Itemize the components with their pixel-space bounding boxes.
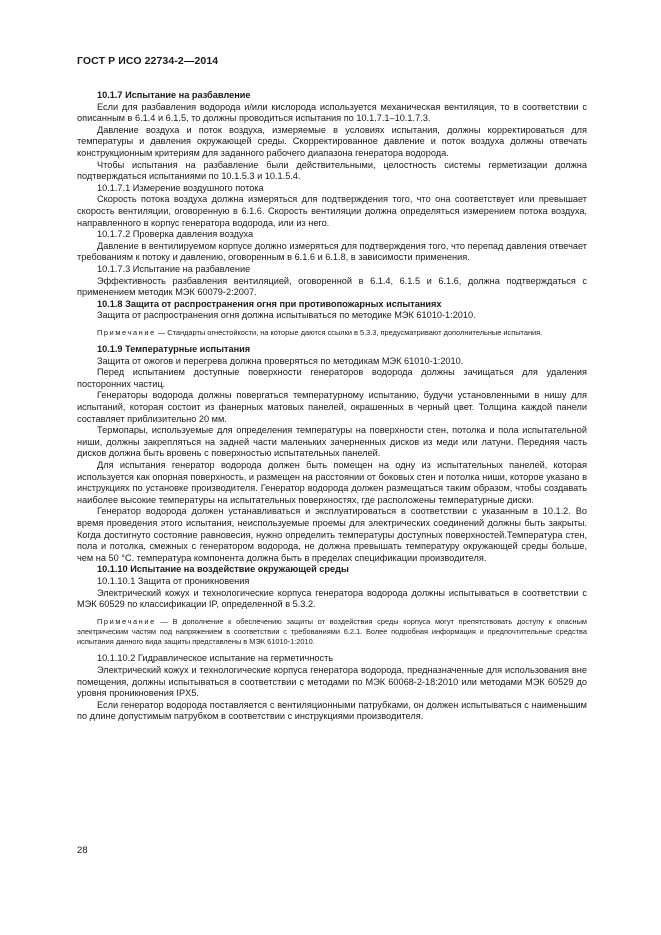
paragraph: Перед испытанием доступные поверхности генераторов водорода должны зачищаться для удаления посторонних частиц. [77, 367, 587, 389]
note-paragraph [77, 328, 587, 338]
paragraph: Для испытания генератор водорода должен быть помещен на одну из испытательных панелей, которая используется как опорная поверхность, и размещен на расстоянии от боковых стен и потолка ниши, которое указано в инструкциях по установке производителя. Генератор водорода должен размещаться таким образом, чтобы создавать наиболее высокие температуры на испытательных поверхностях, где расположены температурные диски. [77, 460, 587, 505]
section-heading: 10.1.7 Испытание на разбавление [97, 90, 251, 100]
section-heading: 10.1.9 Температурные испытания [97, 344, 251, 355]
page-number: 28 [77, 845, 88, 856]
paragraph: Электрический кожух и технологические корпуса генератора водорода должны испытываться в соответствии с МЭК 60529 по классификации IP, определенной в 5.3.2. [77, 587, 587, 610]
subsection-heading: 10.1.7.2 Проверка давления воздуха [97, 229, 254, 240]
paragraph: Термопары, используемые для определения температуры на поверхности стен, потолка и пола испытательной ниши, должны закрепляться на задней части маленьких зачерненных дисков из меди или латуни. Передняя часть дисков должна быть вровень с поверхностью испытательных панелей. [77, 425, 587, 459]
paragraph: Защита от ожогов и перегрева должна проверяться по методикам МЭК 61010-1:2010. [97, 355, 464, 366]
subsection-heading: 10.1.10.2 Гидравлическое испытание на герметичность [97, 653, 334, 664]
paragraph: Электрический кожух и технологические корпуса генератора водорода, предназначенные для использования вне помещения, должны испытываться в соответствии с методами по МЭК 60068-2-18:2010 или методами МЭК 60529 до уровня проникновения IPX5. [77, 664, 587, 699]
paragraph: Генератор водорода должен устанавливаться и эксплуатироваться в соответствии с указанным в 10.1.2. Во время проведения этого испытания, неиспользуемые проемы для электрических соединений должны быть закрыты. Когда достигнуто состояние равновесия, нужно определить температуры доступных поверхностей.Температура стен, пола и потолка, смежных с генератором водорода, не должна превышать температуру окружающей среды больше, чем на 50 °С. температура компонента должна быть в пределах спецификации производителя. [77, 506, 587, 563]
section-heading: 10.1.8 Защита от распространения огня при противопожарных испытаниях [97, 298, 442, 309]
note-text: — В дополнение к обеспечению защиты от воздействия среды корпуса могут препятствовать доступу к опасным электрическим частям под напряжением в соответствии с требованиями 6.2.1. Более подробная информация и предпочтительные средства испытания данного вида защиты представлены в МЭК 61010-1:2010. [77, 616, 587, 647]
paragraph: Если генератор водорода поставляется с вентиляционными патрубками, он должен испытываться с наименьшим по длине допустимым патрубком в соответствии с инструкциями производителя. [77, 699, 587, 722]
note-label: Примечание [97, 616, 156, 626]
paragraph: Защита от распространения огня должна испытываться по методике МЭК 61010-1:2010. [97, 310, 476, 321]
paragraph: Скорость потока воздуха должна измеряться для подтверждения того, что она соответствует или превышает скорость вентиляции, оговоренную в 6.1.6. Скорость вентиляции должна определяться измерением потока воздуха, направленного в корпус генератора водорода, или из него. [77, 194, 587, 228]
section-heading: 10.1.10 Испытание на воздействие окружающей среды [97, 564, 349, 575]
paragraph: Генераторы водорода должны повергаться температурному испытанию, будучи установленными в нишу для испытаний, которая состоит из фанерных матовых панелей, окрашенных в черный цвет. Толщина каждой панели составляет приблизительно 20 мм. [77, 390, 587, 424]
note-paragraph [77, 617, 587, 648]
subsection-heading: 10.1.7.1 Измерение воздушного потока [97, 182, 264, 193]
document-header: ГОСТ Р ИСО 22734-2—2014 [77, 55, 219, 67]
paragraph: Если для разбавления водорода и/или кислорода используется механическая вентиляция, то в соответствии с описанным в 6.1.4 и 6.1.5, то должны проводиться испытания по 10.1.7.1–10.1.7.3. [77, 101, 587, 124]
paragraph: Давление в вентилируемом корпусе должно измеряться для подтверждения того, что перепад давления отвечает требованиям к потоку и давлению, оговоренным в 6.1.6 и 6.1.8, в зависимости применения. [77, 240, 587, 263]
paragraph: Чтобы испытания на разбавление были действительными, целостность системы герметизации должна подтверждаться испытаниями по 10.1.5.3 и 10.1.5.4. [77, 159, 587, 182]
note-text: — Стандарты огнестойкости, на которые даются ссылки в 5.3.3, предусматривают дополнительные испытания. [155, 327, 543, 337]
subsection-heading: 10.1.10.1 Защита от проникновения [97, 575, 250, 586]
page-body [77, 90, 587, 723]
paragraph: Давление воздуха и поток воздуха, измеряемые в условиях испытания, должны корректироваться для температуры и давления окружающей среды. Скорректированное давление и поток воздуха должны отвечать конструкционным критериям для заданного рабочего диапазона генератора водорода. [77, 124, 587, 158]
note-label: Примечание [97, 327, 156, 337]
paragraph: Эффективность разбавления вентиляцией, оговоренной в 6.1.4, 6.1.5 и 6.1.6, должна подтверждаться с применением методик МЭК 60079-2:2007. [77, 275, 587, 298]
subsection-heading: 10.1.7.3 Испытание на разбавление [97, 263, 251, 274]
